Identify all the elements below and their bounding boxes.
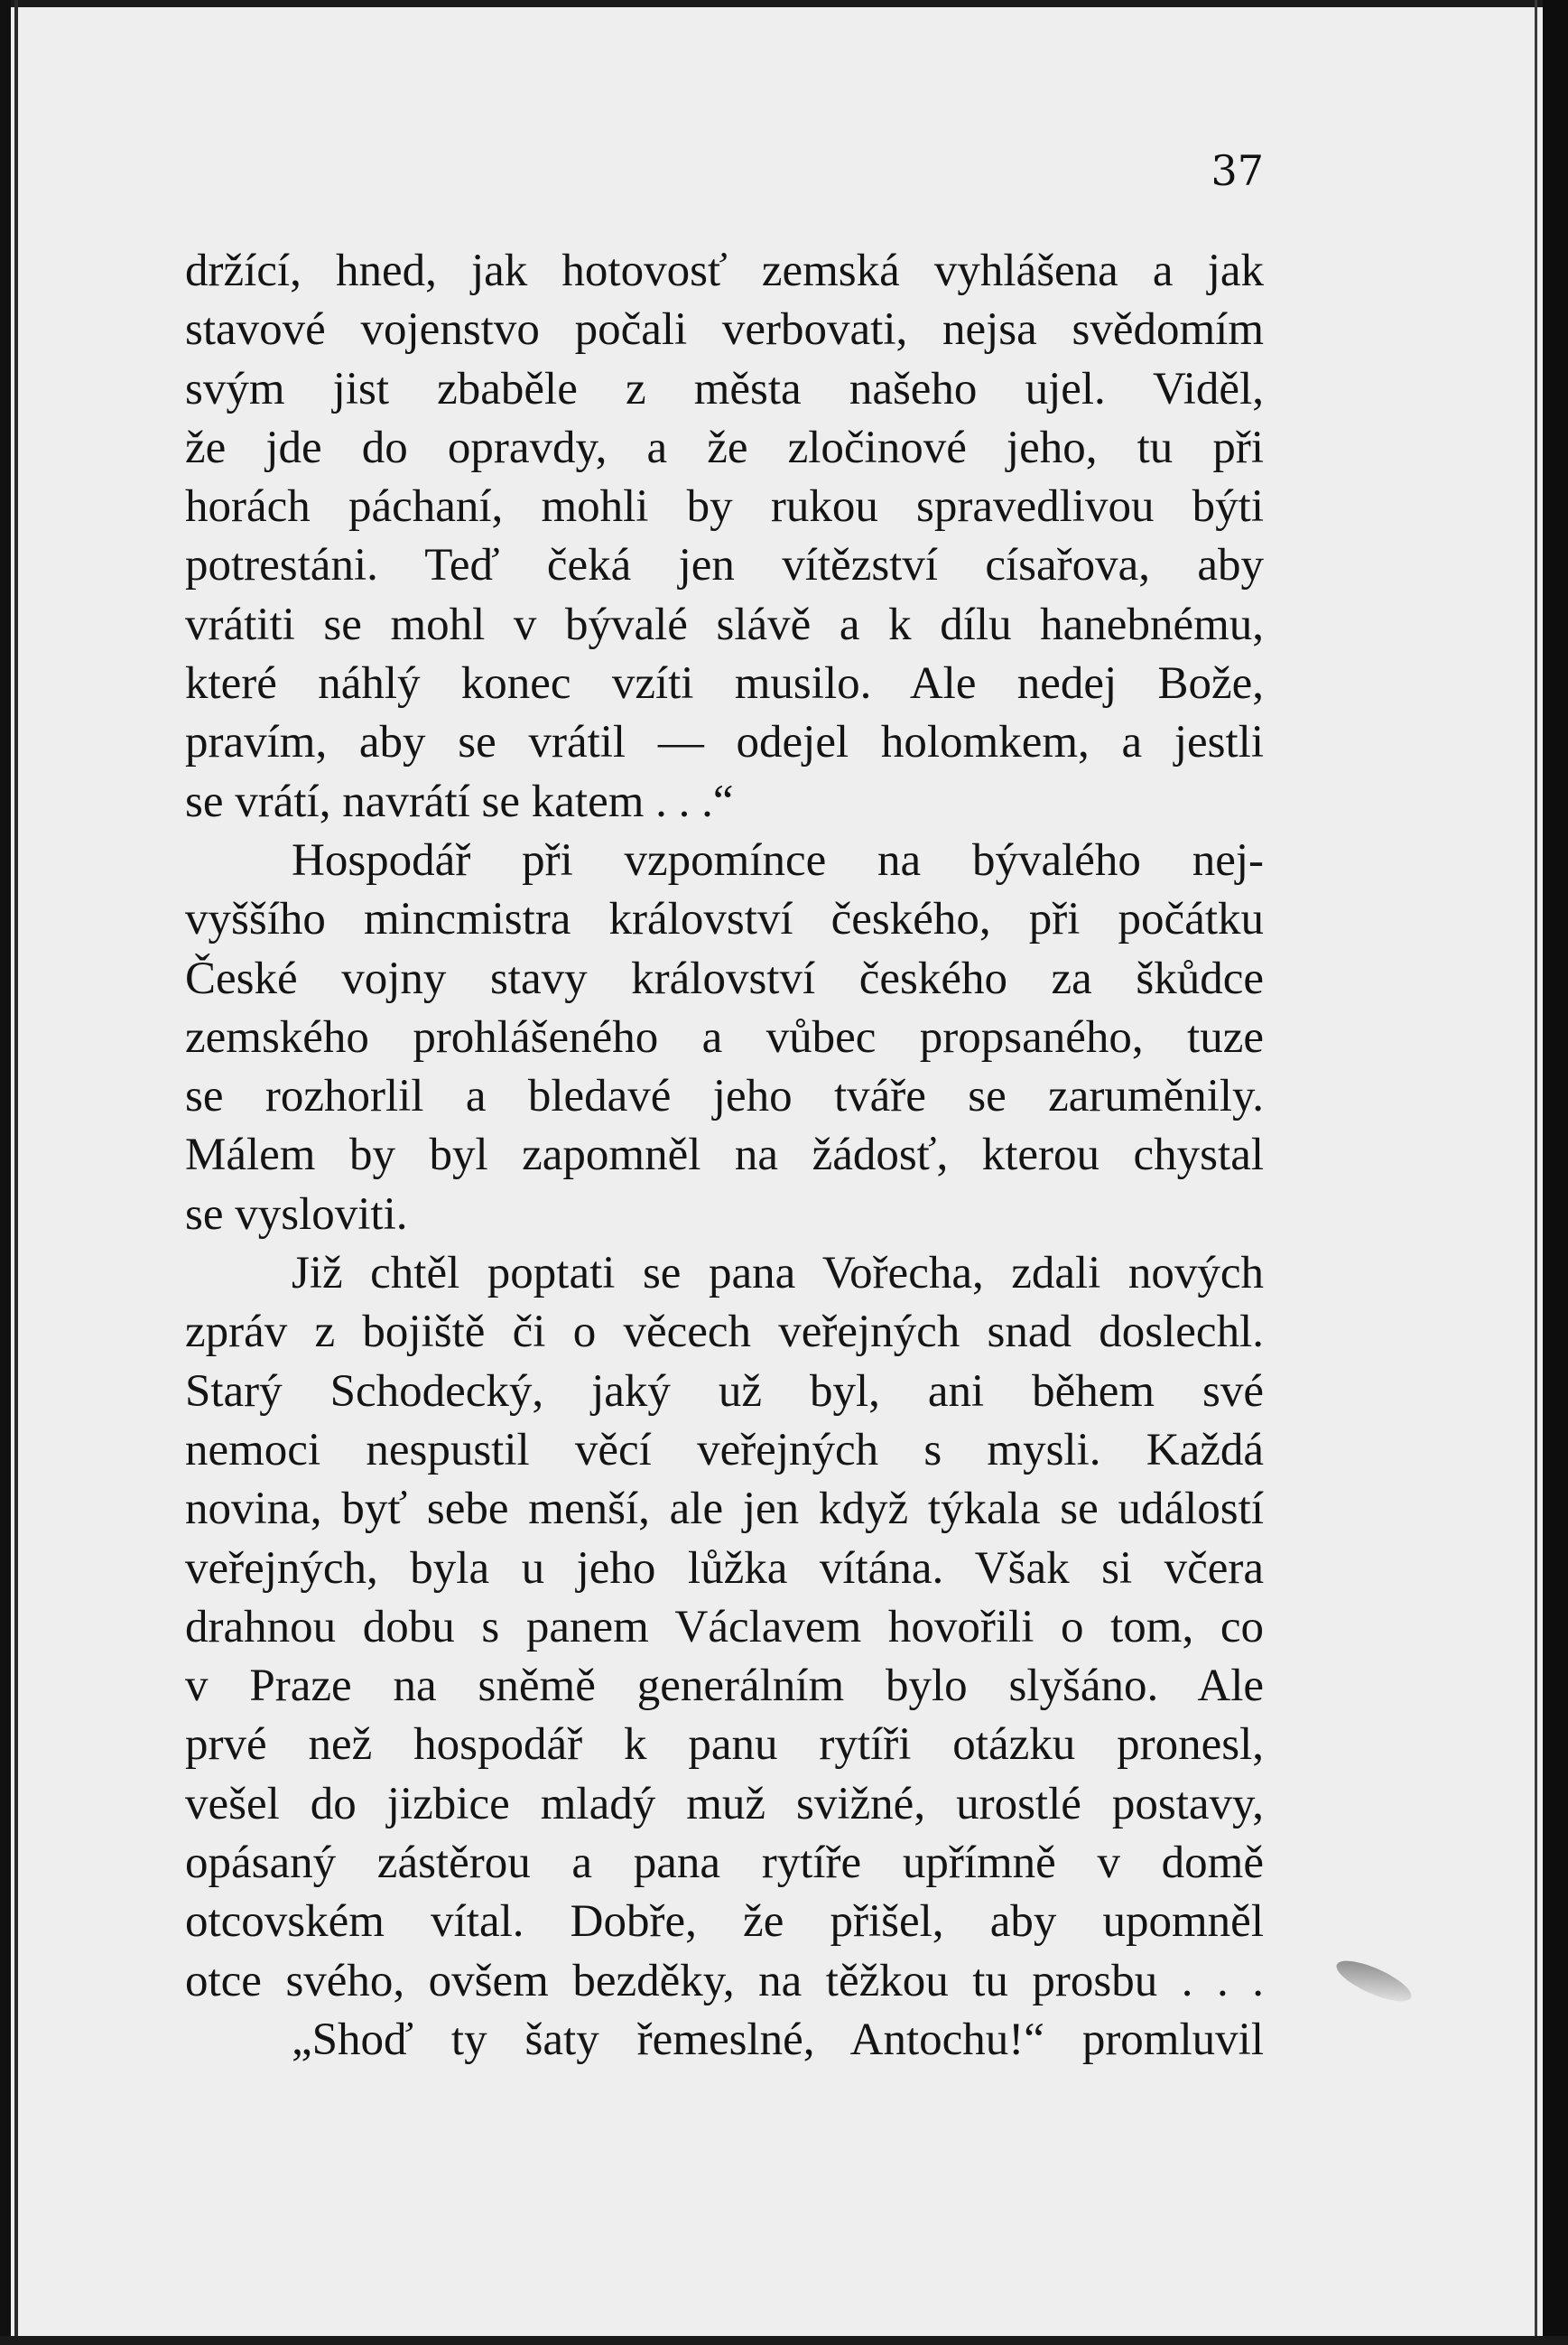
scan-edge-left-inner xyxy=(14,0,18,2345)
text-line: stavové vojenstvo počali verbovati, nejsa svědomím xyxy=(185,304,1264,356)
text-line: otcovském vítal. Dobře, že přišel, aby upomněl xyxy=(185,1896,1264,1948)
text-line: drahnou dobu s panem Václavem hovořili o tom, co xyxy=(185,1601,1264,1652)
text-line: novina, byť sebe menší, ale jen když týkala se událostí xyxy=(185,1484,1264,1535)
text-line: České vojny stavy království českého za škůdce xyxy=(185,953,1264,1004)
text-line: zemského prohlášeného a vůbec propsaného, tuze xyxy=(185,1011,1264,1063)
text-line: vyššího mincmistra království českého, při počátku xyxy=(185,894,1264,945)
text-line: Starý Schodecký, jaký už byl, ani během své xyxy=(185,1365,1264,1417)
text-line: veřejných, byla u jeho lůžka vítána. Však si včera xyxy=(185,1542,1264,1594)
text-line: že jde do opravdy, a že zločinové jeho, tu při xyxy=(185,422,1264,473)
scan-edge-left xyxy=(0,0,11,2345)
scan-edge-right xyxy=(1543,0,1568,2345)
text-line: opásaný zástěrou a pana rytíře upřímně v domě xyxy=(185,1838,1264,1889)
text-line: držící, hned, jak hotovosť zemská vyhlášena a jak xyxy=(185,246,1264,296)
text-line: které náhlý konec vzíti musilo. Ale nedej Bože, xyxy=(185,658,1264,710)
text-line: potrestáni. Teď čeká jen vítězství císařova, aby xyxy=(185,540,1264,591)
text-line: Málem by byl zapomněl na žádosť, kterou chystal xyxy=(185,1130,1264,1181)
text-line: se vysloviti. xyxy=(185,1188,408,1240)
text-line: zpráv z bojiště či o věcech veřejných snad doslechl. xyxy=(185,1307,1264,1358)
scan-edge-top xyxy=(0,0,1568,7)
text-line: otce svého, ovšem bezděky, na těžkou tu prosbu . . . xyxy=(185,1955,1264,2006)
text-line: vrátiti se mohl v bývalé slávě a k dílu hanebnému, xyxy=(185,599,1264,650)
text-line: nemoci nespustil věcí veřejných s mysli. Každá xyxy=(185,1424,1264,1475)
scan-edge-bottom xyxy=(0,2336,1568,2345)
body-text xyxy=(185,242,1264,2070)
paragraph-start-line: Hospodář při vzpomínce na bývalého nej- xyxy=(292,834,1264,886)
scan-edge-right-inner xyxy=(1535,0,1537,2345)
text-line: se rozhorlil a bledavé jeho tváře se zaruměnily. xyxy=(185,1071,1264,1122)
text-line: svým jist zbaběle z města našeho ujel. Viděl, xyxy=(185,363,1264,414)
paragraph-start-line: Již chtěl poptati se pana Vořecha, zdali nových xyxy=(292,1248,1264,1299)
page-number: 37 xyxy=(1211,146,1264,195)
text-line: pravím, aby se vrátil — odejel holomkem, a jestli xyxy=(185,717,1264,768)
text-line: prvé než hospodář k panu rytíři otázku pronesl, xyxy=(185,1719,1264,1771)
text-line: horách páchaní, mohli by rukou spravedlivou býti xyxy=(185,481,1264,533)
text-line: vešel do jizbice mladý muž svižné, urostlé postavy, xyxy=(185,1778,1264,1829)
text-line: v Praze na sněmě generálním bylo slyšáno. Ale xyxy=(185,1661,1264,1712)
paragraph-start-line: „Shoď ty šaty řemeslné, Antochu!“ promluvil xyxy=(292,2014,1264,2065)
text-line: se vrátí, navrátí se katem . . .“ xyxy=(185,776,734,827)
ink-smudge xyxy=(1331,1953,1416,2009)
